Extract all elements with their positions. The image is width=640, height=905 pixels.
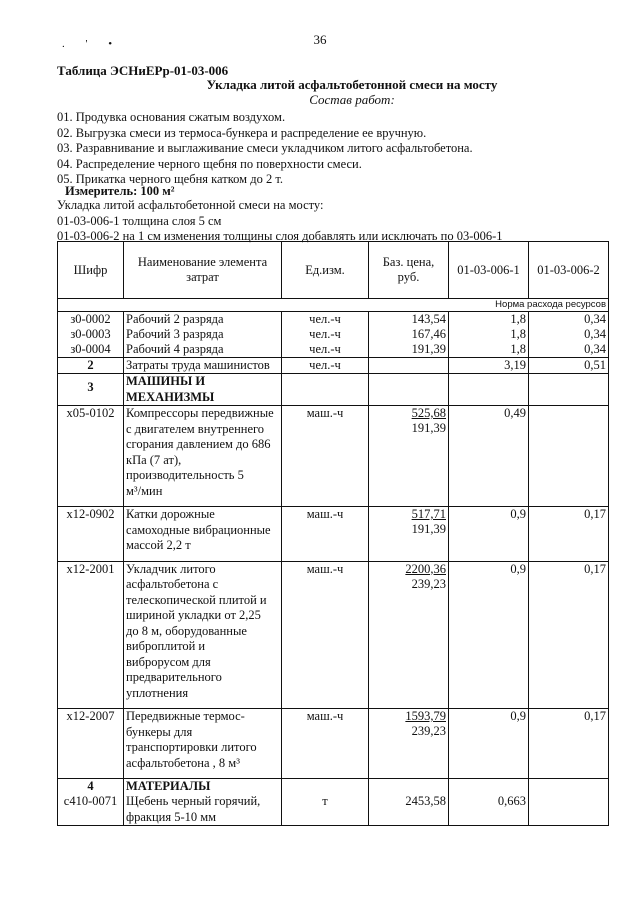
item-name-line: Щебень черный горячий, bbox=[126, 794, 261, 808]
note-line: Укладка литой асфальтобетонной смеси на мосту: bbox=[57, 198, 324, 212]
item-name-line: виброплитой и bbox=[126, 639, 206, 653]
item-price: 191,39 bbox=[369, 342, 449, 358]
item-price: 2453,58 bbox=[369, 794, 449, 826]
item-price: 143,54 bbox=[369, 312, 449, 328]
item-name-line: с двигателем внутреннего bbox=[126, 421, 265, 436]
item-code: х12-0902 bbox=[58, 507, 124, 562]
table-row bbox=[58, 507, 609, 562]
notes bbox=[57, 198, 503, 245]
table-row bbox=[58, 312, 609, 328]
table-row bbox=[58, 561, 609, 709]
item-norm-1: 0,9 bbox=[449, 561, 529, 709]
item-name-line: транспортировки литого bbox=[126, 740, 257, 754]
header-unit: Ед.изм. bbox=[282, 242, 369, 299]
item-norm-1: 3,19 bbox=[449, 358, 529, 374]
table-row bbox=[58, 327, 609, 342]
norm-row bbox=[58, 299, 609, 312]
corner-marks: . ' • bbox=[62, 38, 122, 50]
item-price bbox=[369, 507, 449, 562]
item-name-line: Укладчик литого bbox=[126, 561, 216, 576]
item-norm-2: 0,17 bbox=[529, 709, 609, 779]
item-name: Затраты труда машинистов bbox=[124, 358, 282, 374]
item-norm-1: 0,49 bbox=[449, 406, 529, 507]
item-price bbox=[369, 358, 449, 374]
item-norm-2 bbox=[529, 779, 609, 795]
item-name-line: массой 2,2 т bbox=[126, 538, 191, 552]
item-name-line: предварительного bbox=[126, 670, 222, 684]
item-name-line: до 8 м, оборудованные bbox=[126, 623, 247, 638]
item-norm-1: 1,8 bbox=[449, 342, 529, 358]
item-name-line: Передвижные термос- bbox=[126, 709, 245, 723]
work-item: 02. Выгрузка смеси из термоса-бункера и распределение ее вручную. bbox=[57, 125, 427, 140]
work-item: 05. Прикатка черного щебня катком до 2 т. bbox=[57, 172, 283, 186]
item-norm-1 bbox=[449, 374, 529, 406]
works-heading: Состав работ: bbox=[309, 92, 395, 107]
item-name-line: уплотнения bbox=[126, 685, 189, 700]
item-name-line: Катки дорожные bbox=[126, 507, 215, 521]
item-unit: чел.-ч bbox=[282, 342, 369, 358]
item-name-line: телескопической плитой и bbox=[126, 592, 267, 607]
section-code: 3 bbox=[58, 374, 124, 406]
item-norm-2: 0,34 bbox=[529, 327, 609, 342]
item-norm-2: 0,34 bbox=[529, 342, 609, 358]
item-name: Рабочий 4 разряда bbox=[124, 342, 282, 358]
item-name bbox=[124, 406, 282, 507]
item-unit: маш.-ч bbox=[282, 406, 369, 507]
section-row bbox=[58, 779, 609, 795]
table-row bbox=[58, 406, 609, 507]
item-name-line: кПа (7 ат), bbox=[126, 452, 182, 467]
item-unit: чел.-ч bbox=[282, 327, 369, 342]
item-price bbox=[369, 561, 449, 709]
item-name: Рабочий 2 разряда bbox=[124, 312, 282, 328]
item-unit: т bbox=[282, 794, 369, 826]
item-code: с410-0071 bbox=[58, 794, 124, 826]
norm-label: Норма расхода ресурсов bbox=[58, 299, 609, 312]
item-code: з0-0002 bbox=[58, 312, 124, 328]
item-norm-1 bbox=[449, 779, 529, 795]
header-code: Шифр bbox=[58, 242, 124, 299]
item-price-total: 517,71 bbox=[411, 507, 446, 521]
item-price-wage: 191,39 bbox=[411, 421, 446, 435]
item-name-line: производительность 5 bbox=[126, 468, 244, 482]
item-norm-1: 1,8 bbox=[449, 327, 529, 342]
item-unit: чел.-ч bbox=[282, 358, 369, 374]
page-number: 36 bbox=[313, 32, 327, 47]
works-list bbox=[57, 110, 473, 188]
item-price-wage: 239,23 bbox=[411, 576, 446, 591]
item-price-total: 525,68 bbox=[411, 406, 446, 420]
item-norm-1: 0,663 bbox=[449, 794, 529, 826]
item-unit: маш.-ч bbox=[282, 709, 369, 779]
item-name-line: асфальтобетона , 8 м³ bbox=[126, 755, 240, 770]
item-name: Рабочий 3 разряда bbox=[124, 327, 282, 342]
item-price-wage: 191,39 bbox=[411, 522, 446, 536]
header-name: Наименование элемента затрат bbox=[124, 242, 282, 299]
section-name: МАШИНЫ И МЕХАНИЗМЫ bbox=[124, 374, 282, 406]
item-norm-2 bbox=[529, 794, 609, 826]
measure-unit: Измеритель: 100 м² bbox=[65, 184, 175, 198]
note-line: 01-03-006-1 толщина слоя 5 см bbox=[57, 213, 222, 228]
item-name-line: сгорания давлением до 686 bbox=[126, 437, 271, 451]
item-norm-2 bbox=[529, 374, 609, 406]
table-row bbox=[58, 358, 609, 374]
item-unit: чел.-ч bbox=[282, 312, 369, 328]
item-name-line: фракция 5-10 мм bbox=[126, 809, 217, 824]
header-price: Баз. цена, руб. bbox=[369, 242, 449, 299]
section-row bbox=[58, 374, 609, 406]
table-row bbox=[58, 794, 609, 826]
table-row bbox=[58, 342, 609, 358]
item-norm-2: 0,51 bbox=[529, 358, 609, 374]
item-price-total: 1593,79 bbox=[405, 709, 446, 723]
item-code: 2 bbox=[58, 358, 124, 374]
item-name bbox=[124, 561, 282, 709]
item-price bbox=[369, 779, 449, 795]
item-name-line: виброрусом для bbox=[126, 654, 211, 669]
header-col2: 01-03-006-2 bbox=[529, 242, 609, 299]
item-norm-1: 1,8 bbox=[449, 312, 529, 328]
table-body bbox=[58, 312, 609, 826]
item-price bbox=[369, 709, 449, 779]
item-code: х12-2001 bbox=[58, 561, 124, 709]
item-code: х05-0102 bbox=[58, 406, 124, 507]
section-name: МАТЕРИАЛЫ bbox=[124, 779, 282, 795]
item-norm-1: 0,9 bbox=[449, 507, 529, 562]
header-row bbox=[58, 242, 609, 299]
item-name-line: бункеры для bbox=[126, 724, 193, 739]
item-name-line: Компрессоры передвижные bbox=[126, 406, 274, 420]
resource-table bbox=[57, 241, 609, 826]
item-code: з0-0004 bbox=[58, 342, 124, 358]
item-price bbox=[369, 406, 449, 507]
item-unit bbox=[282, 779, 369, 795]
item-name-line: шириной укладки от 2,25 bbox=[126, 608, 261, 622]
item-name-line: м³/мин bbox=[126, 483, 163, 498]
item-name-line: асфальтобетона с bbox=[126, 577, 219, 591]
work-item: 03. Разравнивание и выглаживание смеси укладчиком литого асфальтобетона. bbox=[57, 141, 473, 155]
note-line: 01-03-006-2 на 1 см изменения толщины слоя добавлять или исключать по 03-006-1 bbox=[57, 229, 503, 243]
item-price: 167,46 bbox=[369, 327, 449, 342]
item-norm-1: 0,9 bbox=[449, 709, 529, 779]
item-norm-2 bbox=[529, 406, 609, 507]
item-name-line: самоходные вибрационные bbox=[126, 522, 271, 537]
item-norm-2: 0,17 bbox=[529, 561, 609, 709]
item-name bbox=[124, 794, 282, 826]
section-code: 4 bbox=[58, 779, 124, 795]
item-norm-2: 0,17 bbox=[529, 507, 609, 562]
item-unit bbox=[282, 374, 369, 406]
item-unit: маш.-ч bbox=[282, 561, 369, 709]
item-price-wage: 239,23 bbox=[411, 724, 446, 738]
work-item: 04. Распределение черного щебня по поверхности смеси. bbox=[57, 156, 362, 171]
item-norm-2: 0,34 bbox=[529, 312, 609, 328]
item-code: з0-0003 bbox=[58, 327, 124, 342]
table-row bbox=[58, 709, 609, 779]
table-code: Таблица ЭСНиЕРр-01-03-006 bbox=[57, 63, 229, 78]
item-price bbox=[369, 374, 449, 406]
work-item: 01. Продувка основания сжатым воздухом. bbox=[57, 110, 286, 124]
item-code: х12-2007 bbox=[58, 709, 124, 779]
item-unit: маш.-ч bbox=[282, 507, 369, 562]
item-price-total: 2200,36 bbox=[405, 561, 446, 576]
item-name bbox=[124, 507, 282, 562]
table-title: Укладка литой асфальтобетонной смеси на мосту bbox=[206, 77, 498, 92]
item-name bbox=[124, 709, 282, 779]
header-col1: 01-03-006-1 bbox=[449, 242, 529, 299]
